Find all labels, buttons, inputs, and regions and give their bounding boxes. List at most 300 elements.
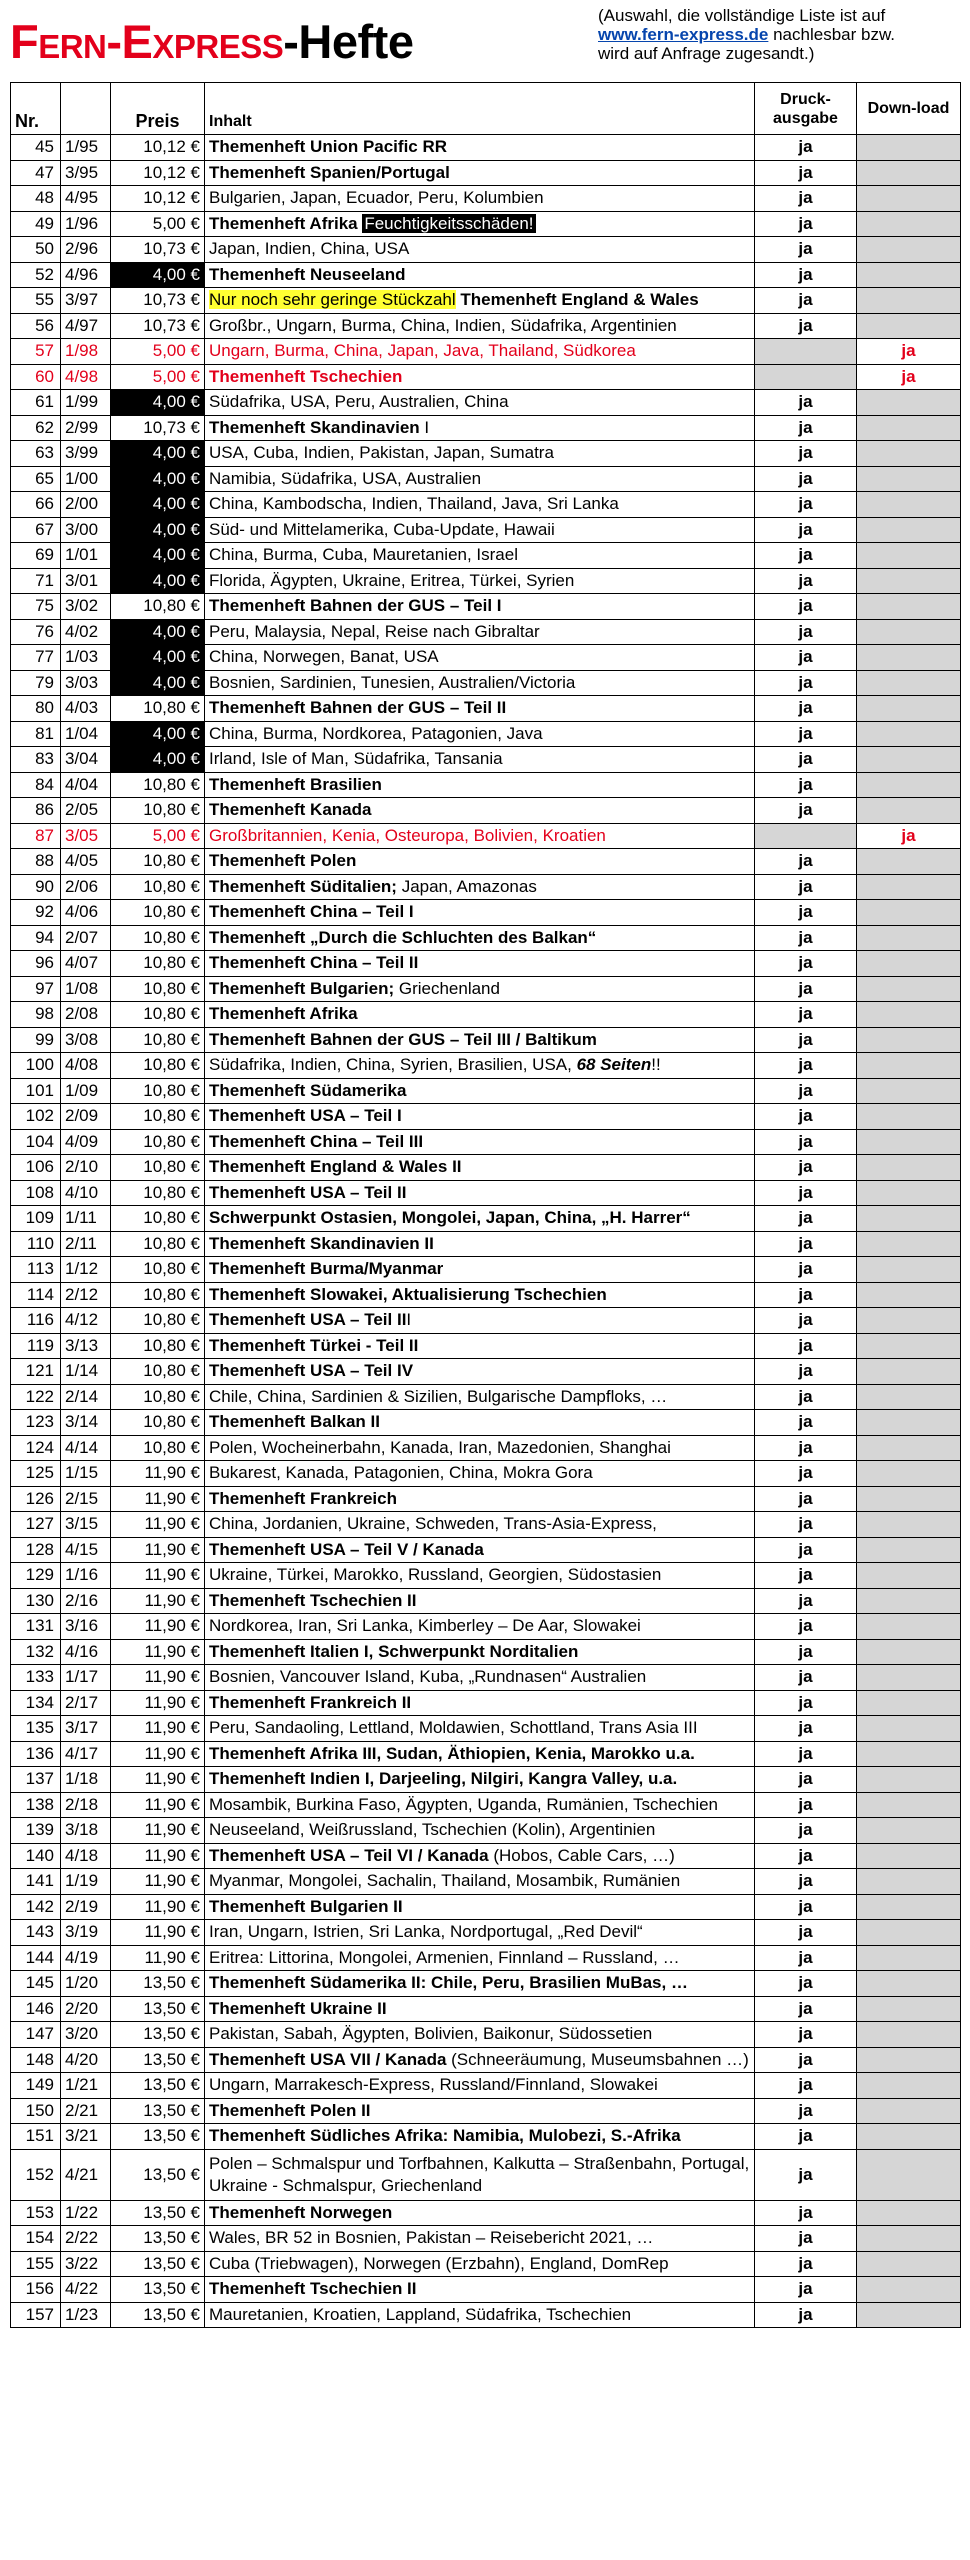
- print-availability: ja: [755, 1971, 857, 1997]
- print-availability: ja: [755, 2302, 857, 2328]
- issue-number: 122: [11, 1384, 61, 1410]
- download-availability: [857, 976, 961, 1002]
- issue-number: 144: [11, 1945, 61, 1971]
- content-text: I: [406, 1310, 412, 1330]
- download-availability: [857, 772, 961, 798]
- content-text: Themenheft „Durch die Schluchten des Balkan“: [209, 927, 597, 947]
- table-row: [11, 1129, 961, 1155]
- col-header-content: Inhalt: [205, 83, 755, 135]
- issue-number: 86: [11, 798, 61, 824]
- issue-price: 5,00 €: [111, 339, 205, 365]
- issue-number: 114: [11, 1282, 61, 1308]
- issue-price: 10,73 €: [111, 288, 205, 314]
- issue-date: 1/17: [61, 1665, 111, 1691]
- issue-date: 4/18: [61, 1843, 111, 1869]
- content-text: (Hobos, Cable Cars, …): [488, 1845, 675, 1865]
- issue-date: 1/15: [61, 1461, 111, 1487]
- print-availability: ja: [755, 849, 857, 875]
- issue-date: 4/03: [61, 696, 111, 722]
- issue-price: 4,00 €: [111, 262, 205, 288]
- content-text: Themenheft China – Teil I: [209, 902, 414, 922]
- issue-price: 13,50 €: [111, 2200, 205, 2226]
- issue-date: 1/11: [61, 1206, 111, 1232]
- issue-date: 3/17: [61, 1716, 111, 1742]
- content-text: Themenheft Bahnen der GUS – Teil I: [209, 596, 502, 616]
- content-text: Themenheft Tschechien II: [209, 2279, 417, 2299]
- col-header-print: [755, 83, 857, 135]
- download-availability: [857, 1716, 961, 1742]
- issue-content: [205, 364, 755, 390]
- issue-date: 1/19: [61, 1869, 111, 1895]
- download-availability: [857, 211, 961, 237]
- issue-price: 4,00 €: [111, 568, 205, 594]
- print-availability: ja: [755, 1180, 857, 1206]
- issue-content: [205, 874, 755, 900]
- download-availability: [857, 1512, 961, 1538]
- issue-date: 3/14: [61, 1410, 111, 1436]
- table-row: [11, 364, 961, 390]
- issue-date: 3/01: [61, 568, 111, 594]
- print-availability: ja: [755, 594, 857, 620]
- download-availability: [857, 517, 961, 543]
- table-row: [11, 1588, 961, 1614]
- issue-price: 13,50 €: [111, 2149, 205, 2200]
- content-text: Südafrika, Indien, China, Syrien, Brasilien, USA,: [209, 1055, 577, 1075]
- issue-price: 4,00 €: [111, 747, 205, 773]
- note-post: wird auf Anfrage zugesandt.): [598, 44, 815, 63]
- print-availability: ja: [755, 1512, 857, 1538]
- issue-content: [205, 1333, 755, 1359]
- content-text: Eritrea: Littorina, Mongolei, Armenien, Finnland – Russland, …: [209, 1947, 680, 1967]
- content-text: Großbritannien, Kenia, Osteuropa, Bolivien, Kroatien: [209, 825, 606, 845]
- table-row: [11, 976, 961, 1002]
- content-text: 68 Seiten: [576, 1055, 652, 1075]
- content-text: Japan, Indien, China, USA: [209, 239, 410, 259]
- print-availability: ja: [755, 951, 857, 977]
- download-availability: [857, 1818, 961, 1844]
- table-row: [11, 696, 961, 722]
- issue-date: 4/10: [61, 1180, 111, 1206]
- issue-price: 10,12 €: [111, 186, 205, 212]
- download-availability: [857, 1792, 961, 1818]
- issue-number: 84: [11, 772, 61, 798]
- content-text: Themenheft Tschechien II: [209, 1590, 417, 1610]
- table-row: [11, 1716, 961, 1742]
- issue-content: [205, 1818, 755, 1844]
- note-pre: (Auswahl, die vollständige Liste ist auf: [598, 6, 886, 25]
- page-title: [10, 14, 413, 69]
- download-availability: [857, 2124, 961, 2150]
- content-text: Mosambik, Burkina Faso, Ägypten, Uganda, Rumänien, Tschechien: [209, 1794, 719, 1814]
- print-availability: ja: [755, 160, 857, 186]
- issue-price: 10,80 €: [111, 1053, 205, 1079]
- table-row: [11, 1614, 961, 1640]
- issue-content: [205, 543, 755, 569]
- table-row: [11, 2226, 961, 2252]
- content-text: Themenheft England & Wales: [455, 290, 699, 310]
- issue-content: [205, 262, 755, 288]
- download-availability: ja: [857, 364, 961, 390]
- issue-price: 11,90 €: [111, 1869, 205, 1895]
- issue-number: 109: [11, 1206, 61, 1232]
- download-availability: [857, 1002, 961, 1028]
- issue-price: 10,80 €: [111, 1002, 205, 1028]
- issue-number: 156: [11, 2277, 61, 2303]
- issue-date: 4/02: [61, 619, 111, 645]
- download-availability: [857, 2200, 961, 2226]
- issue-content: [205, 1690, 755, 1716]
- issue-date: 1/98: [61, 339, 111, 365]
- issue-date: 3/16: [61, 1614, 111, 1640]
- issue-price: 10,80 €: [111, 696, 205, 722]
- issue-number: 139: [11, 1818, 61, 1844]
- issue-content: [205, 1231, 755, 1257]
- table-row: [11, 772, 961, 798]
- issue-price: 13,50 €: [111, 2073, 205, 2099]
- issue-date: 1/20: [61, 1971, 111, 1997]
- print-availability: ja: [755, 2047, 857, 2073]
- download-availability: ja: [857, 339, 961, 365]
- download-availability: [857, 1155, 961, 1181]
- issue-price: 10,80 €: [111, 925, 205, 951]
- print-availability: ja: [755, 441, 857, 467]
- download-availability: [857, 1563, 961, 1589]
- issue-number: 66: [11, 492, 61, 518]
- content-text: Themenheft Frankreich II: [209, 1692, 412, 1712]
- download-availability: [857, 696, 961, 722]
- issue-number: 145: [11, 1971, 61, 1997]
- issue-number: 137: [11, 1767, 61, 1793]
- issue-content: [205, 1716, 755, 1742]
- issue-price: 10,80 €: [111, 798, 205, 824]
- content-text: Süd- und Mittelamerika, Cuba-Update, Hawaii: [209, 519, 555, 539]
- issue-date: 4/20: [61, 2047, 111, 2073]
- issue-content: [205, 925, 755, 951]
- issue-price: 10,12 €: [111, 160, 205, 186]
- content-text: Florida, Ägypten, Ukraine, Eritrea, Türkei, Syrien: [209, 570, 575, 590]
- issue-price: 10,80 €: [111, 951, 205, 977]
- table-row: [11, 1894, 961, 1920]
- table-row: [11, 2073, 961, 2099]
- table-row: [11, 1053, 961, 1079]
- issue-number: 134: [11, 1690, 61, 1716]
- issue-number: 116: [11, 1308, 61, 1334]
- table-row: [11, 721, 961, 747]
- download-availability: [857, 313, 961, 339]
- content-text: Pakistan, Sabah, Ägypten, Bolivien, Baikonur, Südossetien: [209, 2024, 653, 2044]
- print-availability: ja: [755, 262, 857, 288]
- print-availability: ja: [755, 1920, 857, 1946]
- content-text: Peru, Malaysia, Nepal, Reise nach Gibraltar: [209, 621, 540, 641]
- issue-date: 1/14: [61, 1359, 111, 1385]
- issue-price: 10,80 €: [111, 1282, 205, 1308]
- issue-date: 3/15: [61, 1512, 111, 1538]
- content-text: Themenheft USA – Teil I: [209, 1106, 402, 1126]
- issue-date: 4/12: [61, 1308, 111, 1334]
- website-link[interactable]: www.fern-express.de: [598, 25, 769, 44]
- table-row: [11, 186, 961, 212]
- table-row: [11, 160, 961, 186]
- download-availability: [857, 1104, 961, 1130]
- issue-date: 4/98: [61, 364, 111, 390]
- table-row: [11, 517, 961, 543]
- content-text: Nur noch sehr geringe Stückzahl: [209, 290, 456, 310]
- table-row: [11, 1869, 961, 1895]
- content-text: Themenheft Tschechien: [209, 366, 403, 386]
- issue-date: 4/08: [61, 1053, 111, 1079]
- content-text: Bukarest, Kanada, Patagonien, China, Mokra Gora: [209, 1463, 593, 1483]
- issue-price: 10,80 €: [111, 1180, 205, 1206]
- table-row: [11, 237, 961, 263]
- issue-content: [205, 1257, 755, 1283]
- issue-number: 49: [11, 211, 61, 237]
- print-availability: ja: [755, 1639, 857, 1665]
- issue-date: 1/18: [61, 1767, 111, 1793]
- issue-content: [205, 670, 755, 696]
- print-availability: ja: [755, 2124, 857, 2150]
- issue-content: [205, 160, 755, 186]
- issue-content: [205, 2200, 755, 2226]
- availability-note: [598, 6, 968, 63]
- table-row: [11, 798, 961, 824]
- issue-number: 143: [11, 1920, 61, 1946]
- download-availability: [857, 441, 961, 467]
- issue-content: [205, 1180, 755, 1206]
- download-availability: [857, 1078, 961, 1104]
- issue-price: 10,73 €: [111, 313, 205, 339]
- issue-number: 81: [11, 721, 61, 747]
- content-text: Schwerpunkt Ostasien, Mongolei, Japan, China, „H. Harrer“: [209, 1208, 691, 1228]
- download-availability: [857, 186, 961, 212]
- issue-number: 149: [11, 2073, 61, 2099]
- content-text: Themenheft Skandinavien: [209, 417, 420, 437]
- issue-content: [205, 619, 755, 645]
- issue-content: [205, 1129, 755, 1155]
- issue-number: 63: [11, 441, 61, 467]
- issue-number: 138: [11, 1792, 61, 1818]
- issue-number: 96: [11, 951, 61, 977]
- issue-price: 10,80 €: [111, 1359, 205, 1385]
- table-row: [11, 1333, 961, 1359]
- download-availability: [857, 1129, 961, 1155]
- issue-date: 4/09: [61, 1129, 111, 1155]
- issue-content: [205, 415, 755, 441]
- issue-number: 61: [11, 390, 61, 416]
- content-text: Polen – Schmalspur und Torfbahnen, Kalkutta – Straßenbahn, Portugal, Ukraine - Schmalspur, Griechenland: [209, 2153, 750, 2195]
- issue-date: 1/01: [61, 543, 111, 569]
- table-row: [11, 1563, 961, 1589]
- issue-number: 136: [11, 1741, 61, 1767]
- issue-content: [205, 211, 755, 237]
- print-availability: ja: [755, 1843, 857, 1869]
- content-text: China, Burma, Nordkorea, Patagonien, Java: [209, 723, 543, 743]
- issue-number: 101: [11, 1078, 61, 1104]
- issue-content: [205, 2022, 755, 2048]
- download-availability: [857, 288, 961, 314]
- issue-content: [205, 1920, 755, 1946]
- issue-price: 10,80 €: [111, 874, 205, 900]
- issue-price: 13,50 €: [111, 2098, 205, 2124]
- issue-date: 1/95: [61, 135, 111, 161]
- download-availability: [857, 1206, 961, 1232]
- table-row: [11, 1996, 961, 2022]
- content-text: Themenheft USA – Teil II: [209, 1182, 407, 1202]
- issue-date: 1/23: [61, 2302, 111, 2328]
- issue-content: [205, 237, 755, 263]
- print-availability: ja: [755, 2200, 857, 2226]
- issue-content: [205, 441, 755, 467]
- issue-content: [205, 823, 755, 849]
- issue-number: 129: [11, 1563, 61, 1589]
- table-row: [11, 543, 961, 569]
- issue-date: 3/19: [61, 1920, 111, 1946]
- print-availability: ja: [755, 1359, 857, 1385]
- print-availability: ja: [755, 1716, 857, 1742]
- issue-price: 5,00 €: [111, 364, 205, 390]
- price-list-page: [10, 0, 960, 2328]
- issue-number: 79: [11, 670, 61, 696]
- table-row: [11, 2277, 961, 2303]
- issue-number: 80: [11, 696, 61, 722]
- col-header-print-label: Druck-ausgabe: [773, 90, 838, 127]
- content-text: Großbr., Ungarn, Burma, China, Indien, Südafrika, Argentinien: [209, 315, 677, 335]
- issue-price: 11,90 €: [111, 1665, 205, 1691]
- table-row: [11, 1435, 961, 1461]
- issue-price: 11,90 €: [111, 1512, 205, 1538]
- issue-content: [205, 1843, 755, 1869]
- download-availability: [857, 1384, 961, 1410]
- issue-content: [205, 645, 755, 671]
- issue-price: 10,80 €: [111, 1206, 205, 1232]
- content-text: Ungarn, Burma, China, Japan, Java, Thailand, Südkorea: [209, 341, 636, 361]
- issue-date: 3/95: [61, 160, 111, 186]
- issue-number: 155: [11, 2251, 61, 2277]
- print-availability: ja: [755, 492, 857, 518]
- issue-content: [205, 313, 755, 339]
- issue-number: 140: [11, 1843, 61, 1869]
- title-suffix: -Hefte: [283, 15, 414, 68]
- issue-number: 102: [11, 1104, 61, 1130]
- issue-price: 4,00 €: [111, 390, 205, 416]
- print-availability: ja: [755, 1792, 857, 1818]
- table-row: [11, 262, 961, 288]
- issue-date: 3/97: [61, 288, 111, 314]
- content-text: Feuchtigkeitsschäden!: [364, 213, 534, 233]
- table-row: [11, 1104, 961, 1130]
- print-availability: ja: [755, 645, 857, 671]
- table-row: [11, 415, 961, 441]
- issue-date: 2/20: [61, 1996, 111, 2022]
- download-availability: [857, 1920, 961, 1946]
- print-availability: ja: [755, 390, 857, 416]
- issue-number: 157: [11, 2302, 61, 2328]
- issue-date: 2/10: [61, 1155, 111, 1181]
- col-header-price: Preis: [111, 83, 205, 135]
- download-availability: [857, 492, 961, 518]
- table-row: [11, 823, 961, 849]
- content-text: Polen, Wocheinerbahn, Kanada, Iran, Mazedonien, Shanghai: [209, 1437, 671, 1457]
- content-text: Themenheft USA – Teil II: [209, 1310, 407, 1330]
- issue-number: 130: [11, 1588, 61, 1614]
- print-availability: ja: [755, 2073, 857, 2099]
- issue-content: [205, 1639, 755, 1665]
- table-row: [11, 1665, 961, 1691]
- col-header-nr: Nr.: [11, 83, 61, 135]
- issue-content: [205, 339, 755, 365]
- issue-number: 94: [11, 925, 61, 951]
- content-text: I: [419, 417, 430, 437]
- content-text: China, Jordanien, Ukraine, Schweden, Trans-Asia-Express,: [209, 1514, 657, 1534]
- content-text: China, Kambodscha, Indien, Thailand, Java, Sri Lanka: [209, 494, 619, 514]
- issue-number: 60: [11, 364, 61, 390]
- issue-number: 56: [11, 313, 61, 339]
- issue-price: 4,00 €: [111, 517, 205, 543]
- issue-number: 47: [11, 160, 61, 186]
- print-availability: ja: [755, 1818, 857, 1844]
- issue-number: 154: [11, 2226, 61, 2252]
- download-availability: [857, 1257, 961, 1283]
- issue-content: [205, 1869, 755, 1895]
- download-availability: [857, 1843, 961, 1869]
- table-row: [11, 1155, 961, 1181]
- issue-price: 4,00 €: [111, 670, 205, 696]
- issue-number: 87: [11, 823, 61, 849]
- content-text: Themenheft Südamerika II: Chile, Peru, Brasilien MuBas, …: [209, 1973, 688, 1993]
- print-availability: ja: [755, 1384, 857, 1410]
- print-availability: ja: [755, 1690, 857, 1716]
- content-text: Themenheft USA VII / Kanada: [209, 2049, 447, 2069]
- issue-number: 97: [11, 976, 61, 1002]
- download-availability: [857, 568, 961, 594]
- content-text: Themenheft Bahnen der GUS – Teil III / Baltikum: [209, 1029, 597, 1049]
- download-availability: [857, 2277, 961, 2303]
- issue-content: [205, 1435, 755, 1461]
- issue-number: 71: [11, 568, 61, 594]
- table-row: [11, 1818, 961, 1844]
- print-availability: ja: [755, 186, 857, 212]
- issue-number: 113: [11, 1257, 61, 1283]
- issue-price: 4,00 €: [111, 721, 205, 747]
- issue-content: [205, 900, 755, 926]
- issue-price: 10,80 €: [111, 849, 205, 875]
- issue-price: 13,50 €: [111, 2022, 205, 2048]
- download-availability: [857, 1486, 961, 1512]
- issue-date: 1/03: [61, 645, 111, 671]
- table-row: [11, 1741, 961, 1767]
- print-availability: ja: [755, 1129, 857, 1155]
- print-availability: ja: [755, 721, 857, 747]
- print-availability: [755, 339, 857, 365]
- issue-price: 11,90 €: [111, 1792, 205, 1818]
- print-availability: ja: [755, 2149, 857, 2200]
- print-availability: ja: [755, 568, 857, 594]
- table-row: [11, 1282, 961, 1308]
- issue-date: 1/08: [61, 976, 111, 1002]
- table-row: [11, 390, 961, 416]
- table-row: [11, 2098, 961, 2124]
- print-availability: ja: [755, 1027, 857, 1053]
- issue-price: 4,00 €: [111, 441, 205, 467]
- download-availability: [857, 135, 961, 161]
- content-text: Themenheft Indien I, Darjeeling, Nilgiri, Kangra Valley, u.a.: [209, 1769, 678, 1789]
- print-availability: ja: [755, 925, 857, 951]
- table-row: [11, 1639, 961, 1665]
- issue-price: 13,50 €: [111, 1996, 205, 2022]
- header: [10, 0, 960, 82]
- table-body: [11, 135, 961, 2328]
- issue-content: [205, 1792, 755, 1818]
- table-row: [11, 1410, 961, 1436]
